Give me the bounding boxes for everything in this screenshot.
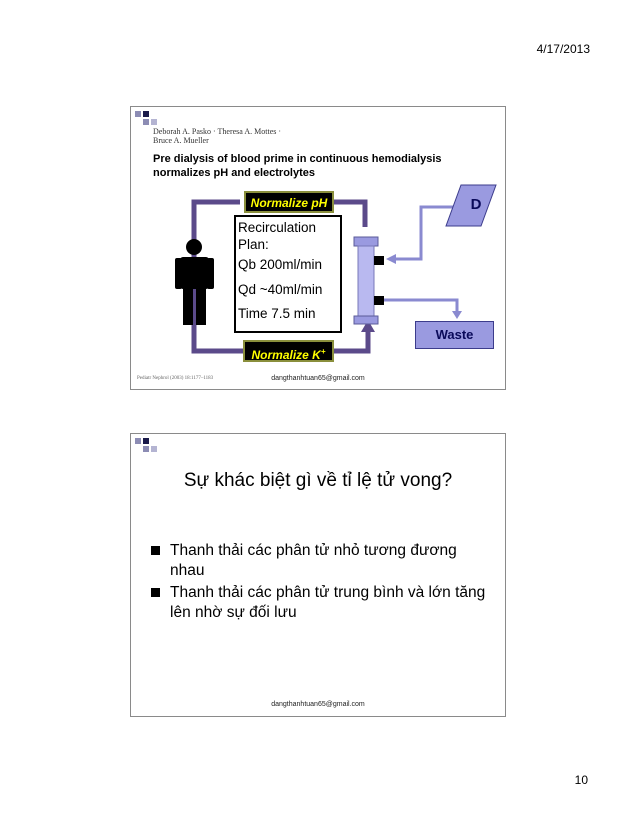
page-number: 10 <box>574 773 588 787</box>
citation: Pediatr Nephrol (2003) 18:1177–1183 <box>137 376 214 381</box>
plan-line: Time 7.5 min <box>238 306 316 321</box>
normalize-k-superscript: + <box>320 347 326 356</box>
plan-line: Qd ~40ml/min <box>238 281 323 297</box>
bullet-text: Thanh thải các phân tử nhỏ tương đương nhau <box>170 542 457 579</box>
slide-corner-decoration <box>135 438 165 454</box>
dialysate-box-label: D <box>470 196 482 213</box>
square-bullet-icon <box>151 546 160 555</box>
bullet-list <box>151 541 491 625</box>
recirculation-plan-box <box>234 215 342 333</box>
bullet-item <box>151 583 491 623</box>
slide-1 <box>130 106 506 390</box>
dialysate-in-arrow <box>386 254 396 264</box>
plan-line: Recirculation Plan: <box>238 220 317 252</box>
slide-2 <box>130 433 506 717</box>
normalize-k-label <box>243 340 334 362</box>
waste-box: Waste <box>415 321 494 349</box>
print-date: 4/17/2013 <box>536 42 590 56</box>
bullet-item <box>151 541 491 581</box>
author-line: Bruce A. Mueller <box>153 136 209 145</box>
square-bullet-icon <box>151 588 160 597</box>
bullet-text: Thanh thải các phân tử trung bình và lớn tăng lên nhờ sự đối lưu <box>170 584 486 621</box>
normalize-ph-label: Normalize pH <box>244 191 334 213</box>
paper-title: Pre dialysis of blood prime in continuous hemodialysis normalizes pH and electrolytes <box>153 153 442 179</box>
dialyzer-icon <box>354 237 384 324</box>
author-email: dangthanhtuan65@gmail.com <box>271 375 365 382</box>
normalize-k-text: Normalize K <box>251 348 321 362</box>
author-email: dangthanhtuan65@gmail.com <box>271 701 365 708</box>
plan-line: Qb 200ml/min <box>238 257 323 272</box>
author-line: Deborah A. Pasko · Theresa A. Mottes · <box>153 127 282 136</box>
slide-title: Sự khác biệt gì về tỉ lệ tử vong? <box>183 470 453 491</box>
waste-arrow <box>452 311 462 319</box>
